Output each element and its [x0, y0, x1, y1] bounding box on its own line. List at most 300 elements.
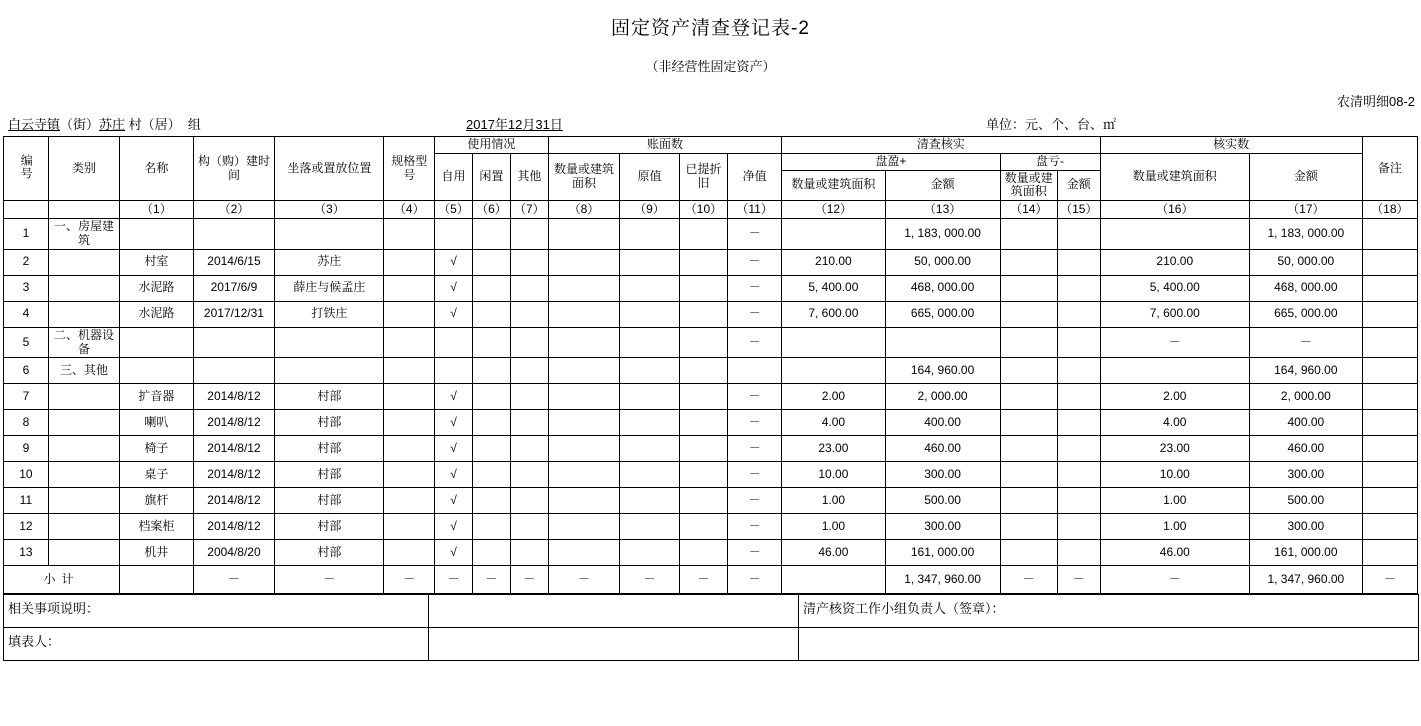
cell-book-depreciation [679, 301, 727, 327]
cell-no: 12 [4, 514, 49, 540]
cell-surplus-qty [782, 219, 885, 250]
colnum-cell: （10） [679, 201, 727, 219]
cell-book-net: － [728, 384, 782, 410]
cell-category [48, 301, 119, 327]
cell-book-net: － [728, 275, 782, 301]
cell-no: 4 [4, 301, 49, 327]
cell-usage-idle [472, 301, 510, 327]
cell-book-net: － [728, 327, 782, 358]
header-verified-amount: 金额 [1250, 153, 1363, 200]
cell-build-time: 2014/8/12 [193, 488, 275, 514]
cell-remark [1362, 436, 1417, 462]
header-name: 名称 [120, 137, 194, 201]
cell-surplus-amount: 2, 000.00 [885, 384, 1000, 410]
cell-loss-qty [1000, 301, 1057, 327]
cell-verified-qty: 7, 600.00 [1100, 301, 1249, 327]
cell-no: 6 [4, 358, 49, 384]
cell-loss-qty [1000, 540, 1057, 566]
cell-remark [1362, 327, 1417, 358]
cell-location: 村部 [275, 462, 384, 488]
cell-category [48, 462, 119, 488]
cell-surplus-qty: 23.00 [782, 436, 885, 462]
cell-surplus-amount: 1, 183, 000.00 [885, 219, 1000, 250]
cell-surplus-qty: 2.00 [782, 384, 885, 410]
cell-remark [1362, 488, 1417, 514]
cell-usage-other [510, 249, 548, 275]
cell-no: 5 [4, 327, 49, 358]
cell-name: 椅子 [120, 436, 194, 462]
total-surplus-amount: 1, 347, 960.00 [885, 566, 1000, 594]
cell-surplus-qty: 4.00 [782, 410, 885, 436]
cell-verified-amount: 164, 960.00 [1250, 358, 1363, 384]
leader-field[interactable] [799, 628, 1419, 661]
header-category: 类别 [48, 137, 119, 201]
notes-field[interactable] [429, 595, 799, 628]
cell-name: 机井 [120, 540, 194, 566]
header-surplus-amount: 金额 [885, 170, 1000, 201]
cell-name: 扩音器 [120, 384, 194, 410]
cell-usage-self: √ [435, 488, 473, 514]
cell-build-time [193, 219, 275, 250]
cell-book-qty [548, 275, 619, 301]
cell-book-net: － [728, 219, 782, 250]
cell-verified-amount: 161, 000.00 [1250, 540, 1363, 566]
cell-surplus-amount: 164, 960.00 [885, 358, 1000, 384]
colnum-cell: （12） [782, 201, 885, 219]
cell-book-original [620, 275, 680, 301]
cell-spec [384, 301, 435, 327]
cell-book-net: － [728, 410, 782, 436]
total-book-net: － [728, 566, 782, 594]
cell-verified-amount: 2, 000.00 [1250, 384, 1363, 410]
cell-loss-qty [1000, 327, 1057, 358]
header-usage-idle: 闲置 [472, 153, 510, 200]
header-loss-amount: 金额 [1058, 170, 1101, 201]
cell-usage-other [510, 384, 548, 410]
header-surplus: 盘盈+ [782, 153, 1000, 170]
cell-remark [1362, 540, 1417, 566]
cell-build-time [193, 358, 275, 384]
cell-book-depreciation [679, 275, 727, 301]
cell-book-qty [548, 384, 619, 410]
cell-usage-idle [472, 384, 510, 410]
cell-book-net: － [728, 540, 782, 566]
cell-usage-other [510, 219, 548, 250]
total-book-depreciation: － [679, 566, 727, 594]
cell-build-time: 2017/12/31 [193, 301, 275, 327]
cell-book-qty [548, 301, 619, 327]
cell-usage-idle [472, 410, 510, 436]
cell-spec [384, 540, 435, 566]
header-no: 编号 [4, 137, 49, 201]
colnum-cell: （11） [728, 201, 782, 219]
meta-village-mid: 村（居） [128, 117, 181, 132]
total-build-time: － [193, 566, 275, 594]
cell-name: 喇叭 [120, 410, 194, 436]
header-book-depreciation: 已提折旧 [679, 153, 727, 200]
cell-category: 二、机器设备 [48, 327, 119, 358]
cell-location: 薛庄与候孟庄 [275, 275, 384, 301]
header-loss: 盘亏- [1000, 153, 1100, 170]
header-usage-self: 自用 [435, 153, 473, 200]
cell-loss-qty [1000, 462, 1057, 488]
cell-remark [1362, 301, 1417, 327]
total-verified-amount: 1, 347, 960.00 [1250, 566, 1363, 594]
cell-book-depreciation [679, 436, 727, 462]
cell-verified-qty [1100, 219, 1249, 250]
table-row [4, 488, 1418, 514]
table-row [4, 540, 1418, 566]
cell-usage-self [435, 327, 473, 358]
cell-build-time: 2014/8/12 [193, 462, 275, 488]
colnum-cell: （1） [120, 201, 194, 219]
cell-category [48, 384, 119, 410]
document-footer [3, 594, 1418, 661]
cell-book-depreciation [679, 514, 727, 540]
cell-usage-idle [472, 327, 510, 358]
table-row [4, 249, 1418, 275]
total-remark: － [1362, 566, 1417, 594]
cell-category [48, 540, 119, 566]
cell-surplus-qty: 10.00 [782, 462, 885, 488]
cell-loss-amount [1058, 249, 1101, 275]
cell-book-qty [548, 410, 619, 436]
cell-build-time: 2014/8/12 [193, 384, 275, 410]
colnum-cell: （17） [1250, 201, 1363, 219]
cell-book-original [620, 410, 680, 436]
cell-usage-other [510, 275, 548, 301]
cell-usage-other [510, 358, 548, 384]
cell-spec [384, 462, 435, 488]
colnum-cell: （7） [510, 201, 548, 219]
header-book-qty: 数量或建筑面积 [548, 153, 619, 200]
table-row [4, 358, 1418, 384]
cell-surplus-amount: 400.00 [885, 410, 1000, 436]
leader-label: 清产核资工作小组负责人（签章）： [799, 595, 1419, 628]
meta-town-suffix: （街） [60, 117, 100, 132]
meta-village: 苏庄 [99, 117, 126, 132]
cell-book-original [620, 358, 680, 384]
cell-remark [1362, 410, 1417, 436]
cell-surplus-qty: 7, 600.00 [782, 301, 885, 327]
cell-book-qty [548, 514, 619, 540]
colnum-cell [48, 201, 119, 219]
cell-surplus-qty: 46.00 [782, 540, 885, 566]
cell-no: 1 [4, 219, 49, 250]
table-row [4, 327, 1418, 358]
cell-no: 8 [4, 410, 49, 436]
cell-surplus-amount [885, 327, 1000, 358]
meta-date: 2017年12月31日 [466, 117, 563, 132]
cell-spec [384, 219, 435, 250]
cell-verified-qty: 5, 400.00 [1100, 275, 1249, 301]
cell-book-net [728, 358, 782, 384]
colnum-cell: （14） [1000, 201, 1057, 219]
cell-usage-idle [472, 540, 510, 566]
header-usage-other: 其他 [510, 153, 548, 200]
page-title: 固定资产清查登记表-2 [611, 18, 810, 39]
cell-name: 档案柜 [120, 514, 194, 540]
total-idle: － [472, 566, 510, 594]
cell-name: 水泥路 [120, 301, 194, 327]
cell-category [48, 249, 119, 275]
cell-name: 旗杆 [120, 488, 194, 514]
cell-usage-self: √ [435, 275, 473, 301]
cell-location [275, 358, 384, 384]
colnum-cell: （9） [620, 201, 680, 219]
colnum-cell: （3） [275, 201, 384, 219]
cell-usage-idle [472, 358, 510, 384]
cell-book-original [620, 249, 680, 275]
cell-loss-amount [1058, 410, 1101, 436]
total-self: － [435, 566, 473, 594]
cell-no: 7 [4, 384, 49, 410]
cell-remark [1362, 275, 1417, 301]
total-loss-amount: － [1058, 566, 1101, 594]
cell-name: 桌子 [120, 462, 194, 488]
cell-no: 10 [4, 462, 49, 488]
cell-usage-self: √ [435, 249, 473, 275]
cell-category [48, 436, 119, 462]
meta-group-suffix: 组 [187, 117, 201, 132]
cell-remark [1362, 249, 1417, 275]
cell-book-depreciation [679, 219, 727, 250]
cell-usage-self: √ [435, 384, 473, 410]
cell-remark [1362, 514, 1417, 540]
total-other: － [510, 566, 548, 594]
cell-category [48, 275, 119, 301]
cell-usage-idle [472, 249, 510, 275]
total-book-original: － [620, 566, 680, 594]
cell-book-original [620, 301, 680, 327]
cell-name [120, 358, 194, 384]
colnum-cell: （16） [1100, 201, 1249, 219]
header-book-original: 原值 [620, 153, 680, 200]
meta-location [8, 114, 201, 133]
cell-usage-self: √ [435, 540, 473, 566]
header-verified: 核实数 [1100, 137, 1362, 154]
cell-usage-other [510, 301, 548, 327]
cell-loss-qty [1000, 514, 1057, 540]
colnum-cell: （4） [384, 201, 435, 219]
cell-book-depreciation [679, 410, 727, 436]
cell-verified-qty: 4.00 [1100, 410, 1249, 436]
table-total-row [4, 566, 1418, 594]
total-label: 小计 [4, 566, 120, 594]
cell-loss-amount [1058, 219, 1101, 250]
total-loss-qty: － [1000, 566, 1057, 594]
cell-usage-self: √ [435, 410, 473, 436]
table-row [4, 301, 1418, 327]
table-row [4, 436, 1418, 462]
cell-surplus-qty [782, 327, 885, 358]
form-code: 农清明细08-2 [1336, 94, 1415, 109]
cell-verified-amount: 1, 183, 000.00 [1250, 219, 1363, 250]
cell-loss-qty [1000, 410, 1057, 436]
cell-category [48, 410, 119, 436]
cell-verified-amount: 400.00 [1250, 410, 1363, 436]
total-spec: － [384, 566, 435, 594]
header-usage: 使用情况 [435, 137, 549, 154]
page-subtitle: （非经营性固定资产） [645, 59, 776, 74]
cell-loss-qty [1000, 249, 1057, 275]
cell-usage-self: √ [435, 514, 473, 540]
preparer-field[interactable] [429, 628, 799, 661]
cell-surplus-amount: 300.00 [885, 514, 1000, 540]
notes-label: 相关事项说明： [4, 595, 429, 628]
cell-surplus-amount: 665, 000.00 [885, 301, 1000, 327]
cell-book-net: － [728, 436, 782, 462]
cell-verified-qty: － [1100, 327, 1249, 358]
cell-loss-amount [1058, 275, 1101, 301]
cell-build-time: 2014/6/15 [193, 249, 275, 275]
cell-book-depreciation [679, 488, 727, 514]
cell-book-qty [548, 540, 619, 566]
cell-book-depreciation [679, 327, 727, 358]
cell-usage-self [435, 219, 473, 250]
cell-location [275, 327, 384, 358]
cell-loss-qty [1000, 275, 1057, 301]
cell-location: 打铁庄 [275, 301, 384, 327]
cell-verified-qty: 210.00 [1100, 249, 1249, 275]
cell-loss-amount [1058, 327, 1101, 358]
header-location: 坐落或置放位置 [275, 137, 384, 201]
cell-spec [384, 327, 435, 358]
cell-loss-qty [1000, 488, 1057, 514]
cell-book-original [620, 384, 680, 410]
cell-book-net: － [728, 488, 782, 514]
cell-name: 水泥路 [120, 275, 194, 301]
cell-usage-other [510, 436, 548, 462]
meta-town: 白云寺镇 [8, 117, 61, 132]
cell-loss-qty [1000, 384, 1057, 410]
cell-verified-qty: 1.00 [1100, 514, 1249, 540]
header-verified-qty: 数量或建筑面积 [1100, 153, 1249, 200]
colnum-cell: （18） [1362, 201, 1417, 219]
meta-unit: 单位：元、个、台、㎡ [986, 117, 1117, 132]
cell-usage-self: √ [435, 436, 473, 462]
cell-remark [1362, 219, 1417, 250]
table-row [4, 514, 1418, 540]
cell-verified-amount: － [1250, 327, 1363, 358]
cell-loss-amount [1058, 301, 1101, 327]
cell-book-net: － [728, 249, 782, 275]
cell-book-original [620, 219, 680, 250]
cell-spec [384, 514, 435, 540]
cell-surplus-qty: 1.00 [782, 488, 885, 514]
cell-verified-qty: 23.00 [1100, 436, 1249, 462]
cell-spec [384, 249, 435, 275]
cell-usage-idle [472, 462, 510, 488]
cell-book-qty [548, 249, 619, 275]
cell-build-time: 2014/8/12 [193, 436, 275, 462]
cell-spec [384, 358, 435, 384]
cell-no: 11 [4, 488, 49, 514]
header-check: 清查核实 [782, 137, 1100, 154]
cell-spec [384, 275, 435, 301]
table-body [4, 219, 1418, 566]
cell-category: 一、房屋建筑 [48, 219, 119, 250]
cell-location: 苏庄 [275, 249, 384, 275]
cell-book-depreciation [679, 384, 727, 410]
cell-usage-other [510, 327, 548, 358]
colnum-cell [4, 201, 49, 219]
cell-no: 2 [4, 249, 49, 275]
cell-build-time: 2017/6/9 [193, 275, 275, 301]
cell-remark [1362, 462, 1417, 488]
total-name [120, 566, 194, 594]
colnum-cell: （6） [472, 201, 510, 219]
table-row [4, 275, 1418, 301]
cell-loss-qty [1000, 219, 1057, 250]
cell-location: 村部 [275, 540, 384, 566]
header-build-time: 构（购）建时间 [193, 137, 275, 201]
cell-spec [384, 488, 435, 514]
cell-usage-other [510, 462, 548, 488]
total-surplus-qty [782, 566, 885, 594]
cell-verified-qty: 46.00 [1100, 540, 1249, 566]
footer-table [3, 594, 1419, 661]
cell-loss-qty [1000, 436, 1057, 462]
total-book-qty: － [548, 566, 619, 594]
cell-location [275, 219, 384, 250]
cell-category [48, 488, 119, 514]
cell-loss-amount [1058, 436, 1101, 462]
cell-build-time: 2014/8/12 [193, 410, 275, 436]
cell-category: 三、其他 [48, 358, 119, 384]
cell-usage-other [510, 488, 548, 514]
cell-location: 村部 [275, 410, 384, 436]
cell-remark [1362, 384, 1417, 410]
cell-build-time [193, 327, 275, 358]
cell-no: 9 [4, 436, 49, 462]
cell-usage-idle [472, 219, 510, 250]
cell-surplus-qty [782, 358, 885, 384]
cell-usage-self: √ [435, 301, 473, 327]
cell-book-qty [548, 358, 619, 384]
cell-location: 村部 [275, 384, 384, 410]
cell-remark [1362, 358, 1417, 384]
cell-book-qty [548, 436, 619, 462]
colnum-cell: （15） [1058, 201, 1101, 219]
cell-verified-qty: 1.00 [1100, 488, 1249, 514]
colnum-cell: （5） [435, 201, 473, 219]
cell-verified-amount: 500.00 [1250, 488, 1363, 514]
header-loss-qty: 数量或建筑面积 [1000, 170, 1057, 201]
cell-loss-amount [1058, 488, 1101, 514]
cell-surplus-qty: 1.00 [782, 514, 885, 540]
cell-verified-amount: 300.00 [1250, 514, 1363, 540]
cell-category [48, 514, 119, 540]
cell-verified-amount: 300.00 [1250, 462, 1363, 488]
cell-verified-qty: 10.00 [1100, 462, 1249, 488]
cell-name: 村室 [120, 249, 194, 275]
cell-usage-self [435, 358, 473, 384]
cell-build-time: 2004/8/20 [193, 540, 275, 566]
cell-verified-amount: 468, 000.00 [1250, 275, 1363, 301]
cell-book-original [620, 488, 680, 514]
cell-book-original [620, 514, 680, 540]
cell-usage-other [510, 540, 548, 566]
table-row [4, 384, 1418, 410]
header-surplus-qty: 数量或建筑面积 [782, 170, 885, 201]
header-spec: 规格型号 [384, 137, 435, 201]
header-book-net: 净值 [728, 153, 782, 200]
cell-book-depreciation [679, 249, 727, 275]
table-row [4, 219, 1418, 250]
cell-book-original [620, 436, 680, 462]
cell-book-depreciation [679, 358, 727, 384]
